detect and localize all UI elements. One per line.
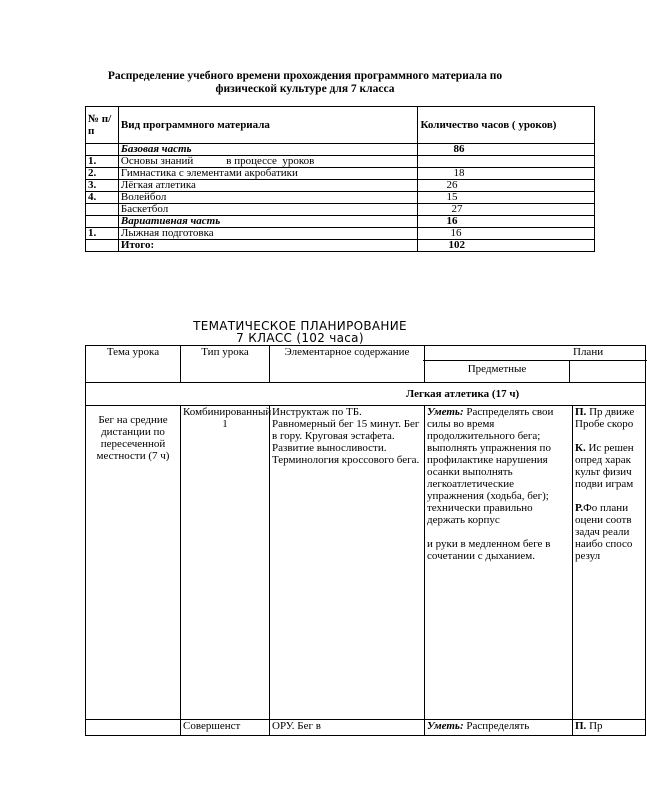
meta-p-label: П. [575,406,587,418]
meta-k-text: Ис решен опред харак культ физич подви играм [575,442,634,490]
header-material: Вид программного материала [118,107,418,144]
row-hours: 15 [418,192,595,204]
document-title: Распределение учебного времени прохождения программного материала по физической культуре для 7 класса [107,70,503,95]
table-row [86,228,595,240]
row-hours: 27 [418,204,595,216]
section-title: Легкая атлетика (17 ч) [86,383,646,406]
thematic-plan-table-wrapper [85,345,635,732]
header-type: Тип урока [181,346,270,383]
plan-title: ТЕМАТИЧЕСКОЕ ПЛАНИРОВАНИЕ [193,319,407,333]
plan-heading [140,320,460,344]
section-row [86,383,646,406]
lesson-content: Инструктаж по ТБ. Равномерный бег 15 минут. Бег в гору. Круговая эстафета. Развитие выносливости. Терминология кроссового бега. [270,406,425,720]
lesson-type: Совершенст [181,720,270,736]
row-name: Итого: [118,240,418,252]
row-num: 3. [86,180,119,192]
skill-label: Уметь: [427,720,464,732]
meta-p-text: Пр движе Пробе скоро [575,406,635,430]
row-num [86,204,119,216]
hours-distribution-table [85,106,595,252]
row-hours: 18 [418,168,595,180]
header-topic: Тема урока [86,346,181,383]
meta-p-label: П. [575,720,587,732]
row-hours: 26 [418,180,595,192]
skill-text: Распределять [463,720,530,732]
header-content: Элементарное содержание [270,346,425,383]
row-num: 4. [86,192,119,204]
lesson-meta-results [573,720,646,736]
skill-text: Распределять свои силы во время продолжительного бега; выполнять упражнения по профилактике нарушения осанки выполнять легкоатлетические упражнения (ходьба, бег); технически правильно держать корпус [427,406,554,526]
table-row [86,192,595,204]
table-row [86,240,595,252]
lesson-topic: Бег на средние дистанции по пересеченной местности (7 ч) [86,406,181,720]
header-num: № п/п [86,107,119,144]
meta-cognitive [575,406,643,430]
skill-text-continued: и руки в медленном беге в сочетании с дыханием. [427,538,551,562]
lesson-row [86,720,646,736]
lesson-meta-results [573,406,646,720]
lesson-content: ОРУ. Бег в [270,720,425,736]
meta-r-text: Фо плани оцени соотв задач реали наибо спосо резул [575,502,633,562]
row-num: 2. [86,168,119,180]
row-num [86,240,119,252]
meta-r-label: Р. [575,502,584,514]
row-hours: 102 [418,240,595,252]
row-num: 1. [86,228,119,240]
row-name: Базовая часть [118,144,418,156]
lesson-row [86,406,646,720]
table-header-row [86,107,595,144]
row-num [86,216,119,228]
table-row [86,168,595,180]
row-name: Вариативная часть [118,216,418,228]
table-row [86,156,595,168]
lesson-type: Комбинированный 1 [181,406,270,720]
row-num [86,144,119,156]
row-name: Волейбол [118,192,418,204]
table-row [86,204,595,216]
meta-regulatory [575,502,643,562]
row-name: Баскетбол [118,204,418,216]
table-row [86,180,595,192]
row-name: Лыжная подготовка [118,228,418,240]
lesson-subject-results [425,406,573,720]
row-num: 1. [86,156,119,168]
row-name: Гимнастика с элементами акробатики [118,168,418,180]
thematic-plan-table [85,345,646,736]
plan-subtitle: 7 КЛАСС (102 часа) [236,331,364,345]
meta-p-text: Пр [586,720,603,732]
row-hours: 16 [418,228,595,240]
header-subject: Предметные [425,361,570,382]
meta-communicative [575,442,643,490]
table-row [86,144,595,156]
row-hours [418,156,595,168]
row-hours: 16 [418,216,595,228]
header-hours: Количество часов ( уроков) [418,107,595,144]
plan-header-row [86,346,646,383]
row-name: Лёгкая атлетика [118,180,418,192]
row-hours: 86 [418,144,595,156]
lesson-topic [86,720,181,736]
header-plan-label: Плани [423,346,647,361]
lesson-subject-results [425,720,573,736]
header-planned-results [425,346,646,383]
meta-k-label: К. [575,442,586,454]
skill-label: Уметь: [427,406,464,418]
subject-skills [427,406,570,526]
table-row [86,216,595,228]
row-name: Основы знаний в процессе уроков [118,156,418,168]
